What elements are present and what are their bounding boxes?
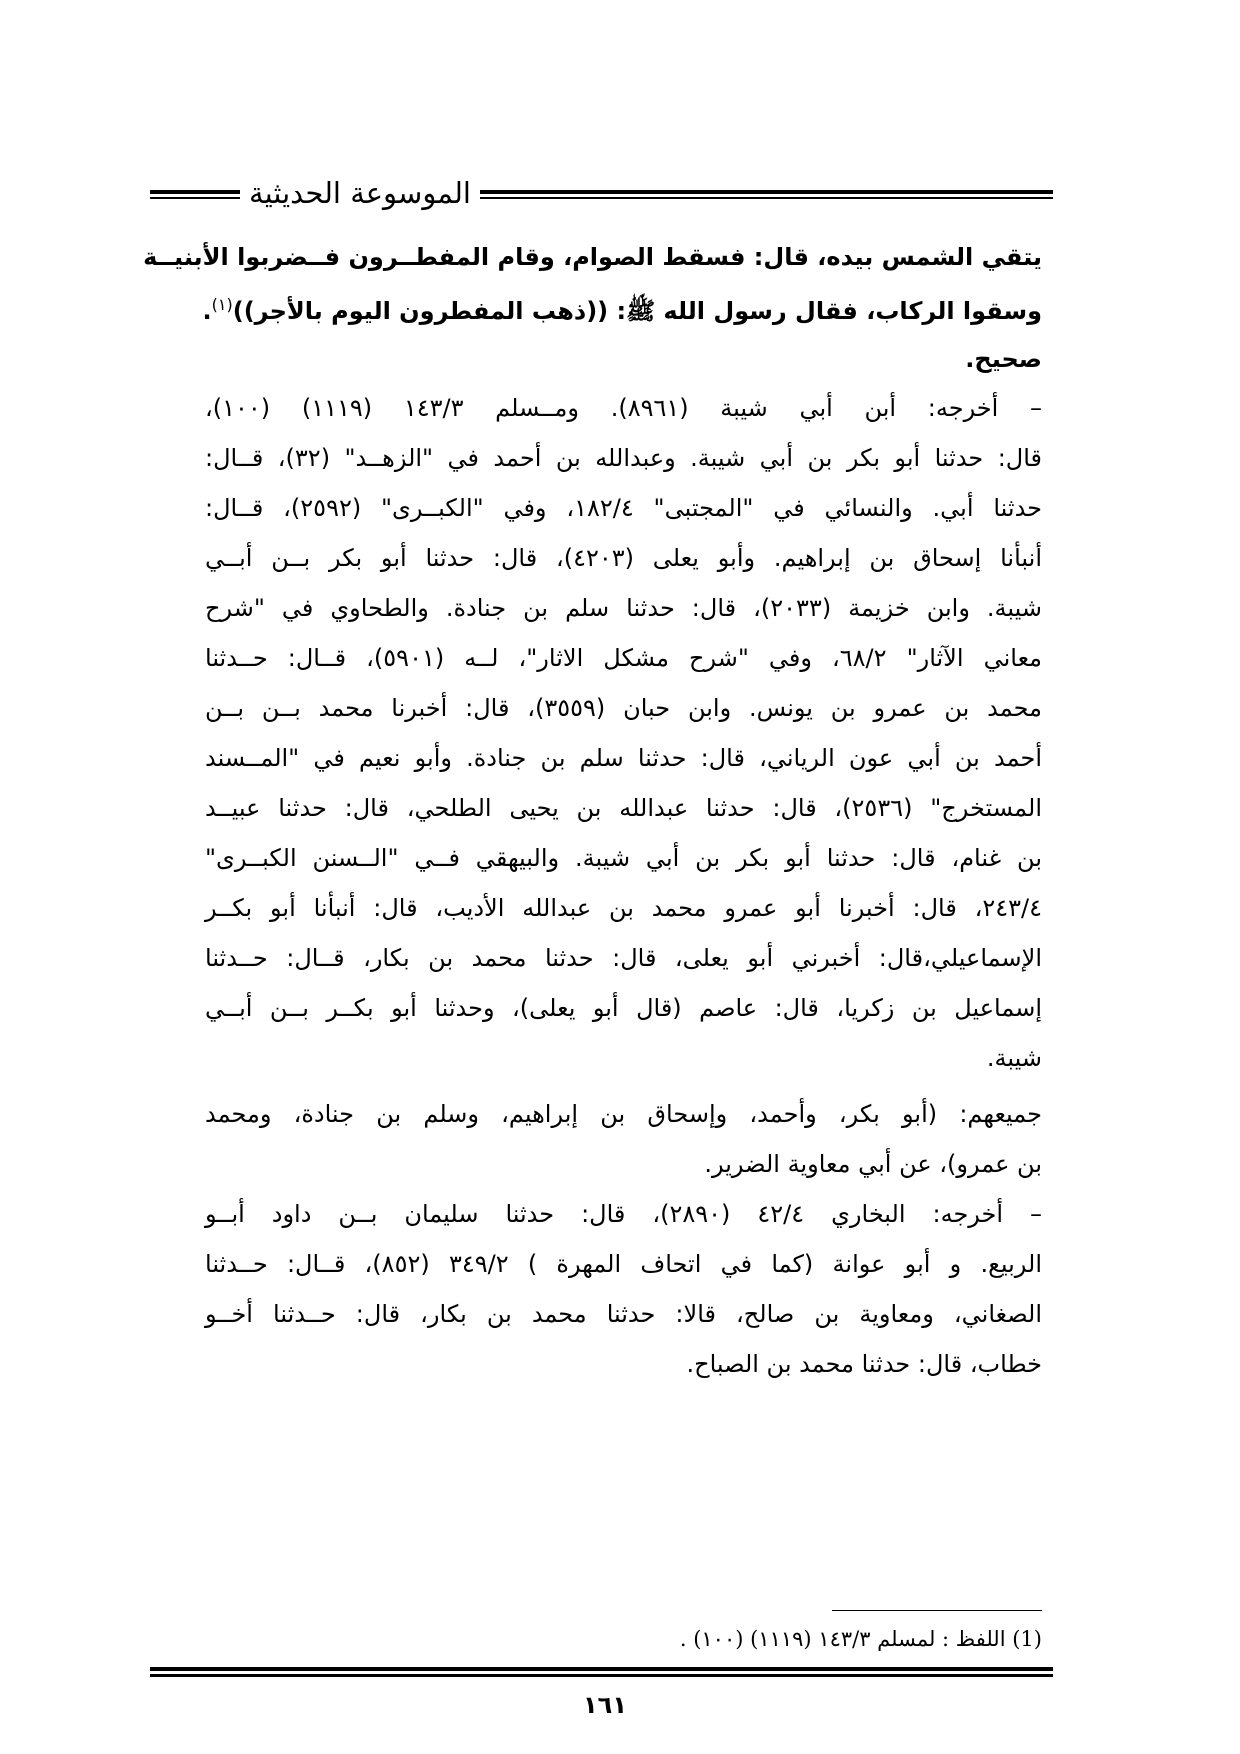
text-line: بن عمرو)، عن أبي معاوية الضرير. <box>704 1150 1042 1178</box>
text-line: جميعهم: (أبو بكر، وأحمد، وإسحاق بن إبراهيم، وسلم بن جنادة، ومحمد <box>205 1100 1042 1128</box>
text-line: معاني الآثار" ٦٨/٢، وفي "شرح مشكل الاثار"، لــه (٥٩٠١)، قــال: حــدثنا <box>205 644 1043 672</box>
header-rule-left <box>150 190 240 202</box>
text-line: – أخرجه: أبن أبي شيبة (٨٩٦١). ومــسلم ١٤٣/٣ (١١١٩) (١٠٠)، <box>205 394 1043 422</box>
text-line: بن غنام، قال: حدثنا أبو بكر بن أبي شيبة. والبيهقي فــي "الــسنن الكبــرى" <box>205 844 1042 872</box>
text-line: أحمد بن أبي عون الرياني، قال: حدثنا سلم بن جنادة. وأبو نعيم في "المــسند <box>205 744 1042 772</box>
main-text <box>143 233 1043 1389</box>
footnote: (1) اللفظ : لمسلم ١٤٣/٣ (١١١٩) (١٠٠) . <box>679 1627 1042 1651</box>
opening-line-1: يتقي الشمس بيده، قال: فسقط الصوام، وقام المفطــرون فــضربوا الأبنيــة <box>143 243 1042 271</box>
footnote-marker[interactable]: (١) <box>211 295 233 314</box>
text-line: – أخرجه: البخاري ٤٢/٤ (٢٨٩٠)، قال: حدثنا سليمان بــن داود أبــو <box>205 1200 1043 1228</box>
paragraph-1 <box>205 383 1042 1083</box>
opening-line-2 <box>202 281 1042 335</box>
text-line: قال: حدثنا أبو بكر بن أبي شيبة. وعبدالله بن أحمد في "الزهــد" (٣٢)، قــال: <box>205 444 1042 472</box>
opening-line-2-period: . <box>202 297 212 325</box>
text-line: أنبأنا إسحاق بن إبراهيم. وأبو يعلى (٤٢٠٣)، قال: حدثنا أبو بكر بــن أبــي <box>205 544 1042 572</box>
text-line: خطاب، قال: حدثنا محمد بن الصباح. <box>686 1350 1042 1378</box>
footer-rule <box>150 1667 1053 1679</box>
text-line: محمد بن عمرو بن يونس. وابن حبان (٣٥٥٩)، قال: أخبرنا محمد بــن بــن <box>205 694 1042 722</box>
grading-verdict: صحيح. <box>965 345 1042 373</box>
text-line: الربيع. و أبو عوانة (كما في اتحاف المهرة ) ٣٤٩/٢ (٨٥٢)، قــال: حــدثنا <box>205 1250 1043 1278</box>
text-line: الإسماعيلي،قال: أخبرني أبو يعلى، قال: حدثنا محمد بن بكار، قــال: حــدثنا <box>205 944 1042 972</box>
opening-line-2-text: وسقوا الركاب، فقال رسول الله ﷺ: ((ذهب المفطرون اليوم بالأجر)) <box>232 297 1042 325</box>
paragraph-2 <box>205 1089 1042 1189</box>
text-line: شيبة. وابن خزيمة (٢٠٣٣)، قال: حدثنا سلم بن جنادة. والطحاوي في "شرح <box>205 594 1043 622</box>
text-line: حدثنا أبي. والنسائي في "المجتبى" ١٨٢/٤، وفي "الكبــرى" (٢٥٩٢)، قــال: <box>205 494 1042 522</box>
paragraph-3 <box>205 1189 1042 1389</box>
page-number: ١٦١ <box>583 1691 627 1719</box>
text-line: شيبة. <box>986 1044 1042 1072</box>
footnote-divider <box>832 1610 1042 1611</box>
text-line: إسماعيل بن زكريا، قال: عاصم (قال أبو يعلى)، وحدثنا أبو بكــر بــن أبــي <box>205 994 1042 1022</box>
header-rule-right <box>480 190 1053 202</box>
page-title: الموسوعة الحديثية <box>249 176 471 210</box>
page-header <box>150 168 1053 228</box>
text-line: المستخرج" (٢٥٣٦)، قال: حدثنا عبدالله بن يحيى الطلحي، قال: حدثنا عبيــد <box>205 794 1042 822</box>
text-line: الصغاني، ومعاوية بن صالح، قالا: حدثنا محمد بن بكار، قال: حــدثنا أخــو <box>205 1300 1042 1328</box>
text-line: ٢٤٣/٤، قال: أخبرنا أبو عمرو محمد بن عبدالله الأديب، قال: أنبأنا أبو بكــر <box>205 894 1042 922</box>
